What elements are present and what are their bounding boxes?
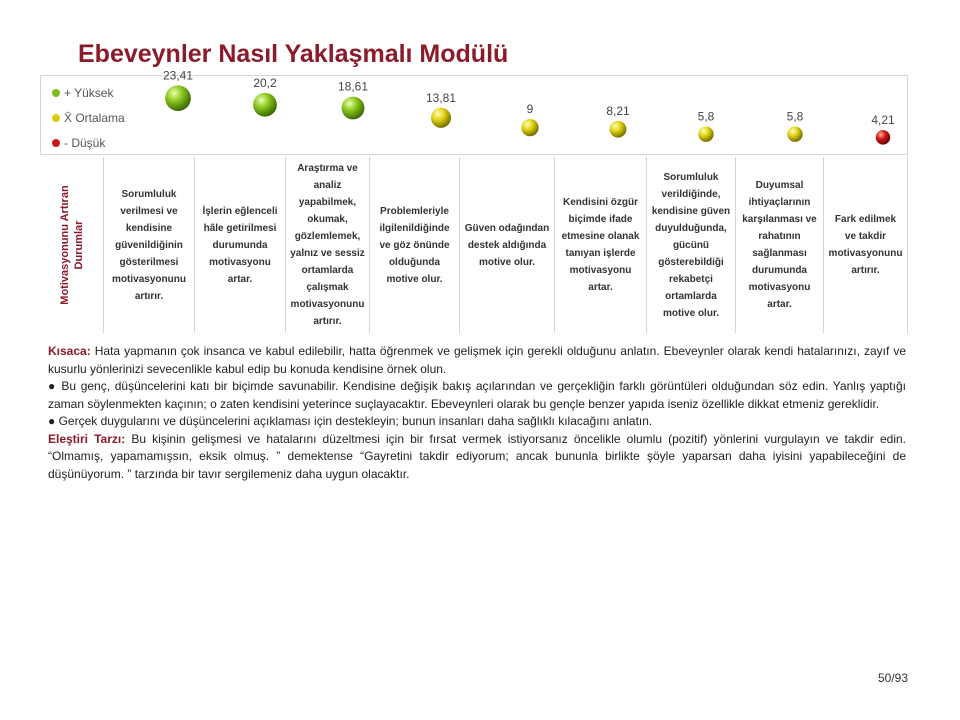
row-header-label: Motivasyonunu Artıran Durumlar <box>58 185 85 305</box>
data-label: 18,61 <box>337 79 369 94</box>
summary-text <box>48 343 906 483</box>
data-point <box>787 126 802 141</box>
legend-label: - Düşük <box>64 135 106 150</box>
data-label: 23,41 <box>162 68 194 83</box>
legend-item-average <box>52 105 125 130</box>
page-title: Ebeveynler Nasıl Yaklaşmalı Modülü <box>78 40 509 68</box>
summary-bullet: ● Bu genç, düşüncelerini katı bir biçimde savunabilir. Kendisine değişik bakış açılarından ve gerçekliğin farklı görüntüleri olduğundan söz edin. Yanlış yaptığı zaman söylenmekten kaçının; o zaten kendisini yeterince suçlayacaktır. Ebeveynleri olarak bu gençle benzer yapıda iseniz özellikle dikkat etmeniz gereklidir. <box>48 379 906 411</box>
kisaca-text: Hata yapmanın çok insanca ve kabul edilebilir, hatta öğrenmek ve gelişmek için gerekli olduğunu anlatın. Ebeveynler olarak kendi hatalarınızı, zayıf ve kusurlu yönlerinizi sevecenlikle kabul edip bu konuda kendisine örnek olun. <box>48 344 906 376</box>
data-label: 8,21 <box>606 103 630 118</box>
category-cell: Fark edilmek ve takdir motivasyonunu artırır. <box>823 157 908 333</box>
legend-item-low <box>52 130 125 155</box>
category-cell: Kendisini özgür biçimde ifade etmesine olanak tanıyan işlerde motivasyonu artar. <box>554 157 646 333</box>
legend-dot-icon <box>52 89 60 97</box>
page-number: 50/93 <box>878 671 909 685</box>
row-header <box>40 157 103 333</box>
data-point <box>698 126 713 141</box>
elestiri-label: Eleştiri Tarzı: <box>48 431 126 446</box>
data-point <box>610 121 627 138</box>
data-label: 5,8 <box>786 109 804 124</box>
legend-label: + Yüksek <box>64 85 114 100</box>
bubble-chart <box>40 68 908 155</box>
legend-dot-icon <box>52 139 60 147</box>
summary-paragraph-kisaca <box>48 343 906 378</box>
category-cell: Güven odağından destek aldığında motive olur. <box>459 157 554 333</box>
data-point <box>165 85 191 111</box>
data-label: 9 <box>526 102 534 116</box>
category-cell: Duyumsal ihtiyaçlarının karşılanması ve rahatının sağlanması durumunda motivasyonu artar. <box>735 157 823 333</box>
data-point <box>253 93 277 117</box>
kisaca-label: Kısaca: <box>48 344 91 358</box>
data-point <box>342 97 365 120</box>
legend-item-high <box>52 80 125 105</box>
data-point <box>521 119 538 136</box>
data-label: 13,81 <box>425 90 457 105</box>
category-cell: Araştırma ve analiz yapabilmek, okumak, gözlemlemek, yalnız ve sessiz ortamlarda çalışmak motivasyonunu artırır. <box>285 157 369 333</box>
legend-label: X̄ Ortalama <box>64 110 125 125</box>
summary-bullet: ● Gerçek duygularını ve düşüncelerini açıklaması için destekleyin; bunun insanları daha sağlıklı kılacağını anlatın. <box>48 414 653 428</box>
category-cell: İşlerin eğlenceli hâle getirilmesi durumunda motivasyonu artar. <box>194 157 285 333</box>
elestiri-text: Bu kişinin gelişmesi ve hatalarını düzeltmesi için bir fırsat vermek istiyorsanız öncelikle olumlu (pozitif) yönlerini vurgulayın ve takdir edin. “Olmamış, yapamamışsın, eksik olmuş. ” demektense “Gayretini takdir ediyorum; ancak bununla birlikte şöyle yaparsan daha iyisini yapabileceğini de düşünüyorum. ” tarzında bir tavır sergilemeniz daha uygun olacaktır. <box>48 431 907 481</box>
category-cell: Problemleriyle ilgilenildiğinde ve göz önünde olduğunda motive olur. <box>369 157 459 333</box>
data-label: 20,2 <box>253 75 277 90</box>
chart-legend <box>52 80 125 155</box>
category-cell: Sorumluluk verildiğinde, kendisine güven duyulduğunda, gücünü gösterebildiği rekabetçi ortamlarda motive olur. <box>646 157 735 333</box>
data-point <box>431 108 451 128</box>
data-label: 4,21 <box>871 113 895 128</box>
data-label: 5,8 <box>697 109 715 124</box>
legend-dot-icon <box>52 114 60 122</box>
data-point <box>876 130 890 144</box>
category-cell: Sorumluluk verilmesi ve kendisine güvenildiğinin gösterilmesi motivasyonunu artırır. <box>103 157 194 333</box>
summary-paragraph-elestiri <box>48 431 906 484</box>
